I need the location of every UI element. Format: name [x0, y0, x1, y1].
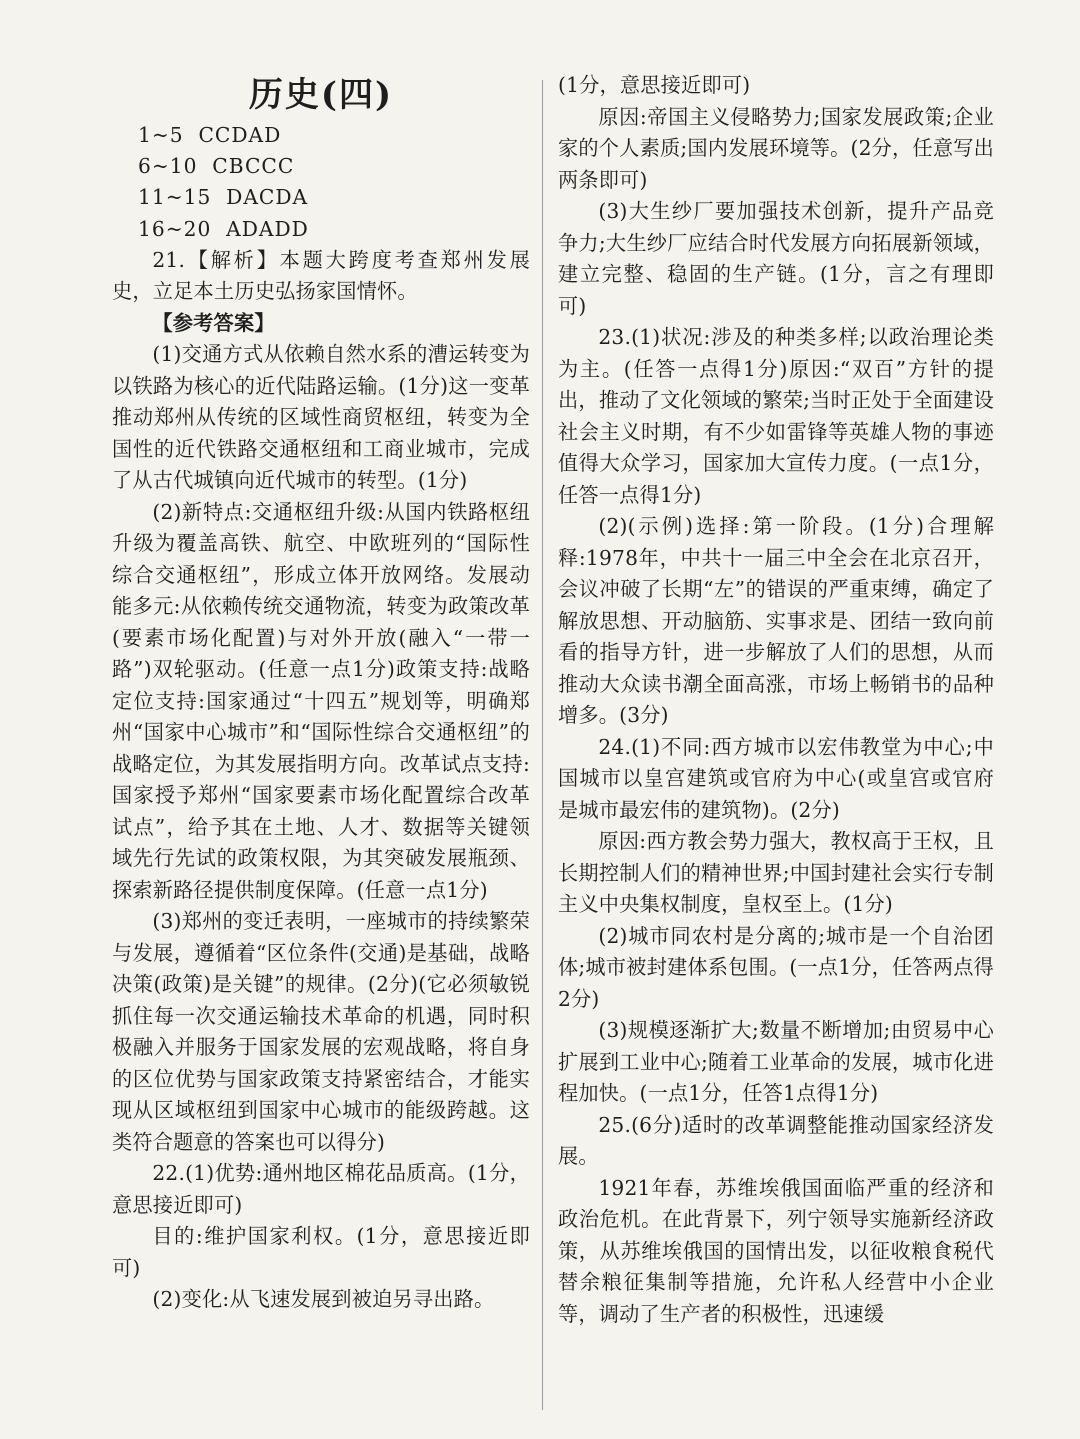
- left-column: [112, 72, 530, 1316]
- column-divider: [542, 80, 543, 1410]
- answer-key-row: 6~10 CBCCC: [138, 154, 295, 179]
- q22-part3: (3)大生纱厂要加强技术创新，提升产品竞争力;大生纱厂应结合时代发展方向拓展新领域，建立完整、稳固的生产链。(1分，言之有理即可): [558, 199, 994, 318]
- q24-part2: (2)城市同农村是分离的;城市是一个自治团体;城市被封建体系包围。(一点1分，任答两点得2分): [558, 923, 994, 1011]
- q22-purpose: 目的:维护国家利权。(1分，意思接近即可): [112, 1224, 530, 1280]
- answer-key-row: 11~15 DACDA: [138, 185, 309, 210]
- q25-thesis: 25.(6分)适时的改革调整能推动国家经济发展。: [558, 1112, 994, 1168]
- q21-analysis: 21.【解析】本题大跨度考查郑州发展史，立足本土历史弘扬家国情怀。: [112, 247, 530, 304]
- q23-part1: 23.(1)状况:涉及的种类多样;以政治理论类为主。(任答一点得1分)原因:“双百”方针的提出，推动了文化领域的繁荣;当时正处于全面建设社会主义时期，有不少如雷锋等英雄人物的事迹值得大众学习，国家加大宣传力度。(一点1分，任答一点得1分): [558, 325, 994, 507]
- q24-part3: (3)规模逐渐扩大;数量不断增加;由贸易中心扩展到工业中心;随着工业革命的发展，城市化进程加快。(一点1分，任答1点得1分): [558, 1018, 994, 1105]
- answer-key-row: 16~20 ADADD: [138, 216, 309, 241]
- reference-answer-heading: 【参考答案】: [152, 310, 275, 335]
- page-title: 历史(四): [248, 75, 394, 115]
- right-column: [558, 70, 994, 1330]
- q24-part1: 24.(1)不同:西方城市以宏伟教堂为中心;中国城市以皇宫建筑或官府为中心(或皇宫或官府是城市最宏伟的建筑物)。(2分): [558, 734, 994, 822]
- q23-part2: (2)(示例)选择:第一阶段。(1分)合理解释:1978年，中共十一届三中全会在北京召开，会议冲破了长期“左”的错误的严重束缚，确定了解放思想、开动脑筋、实事求是、团结一致向前看的指导方针，进一步解放了人们的思想，从而推动大众读书潮全面高涨，市场上畅销书的品种增多。(3分): [558, 514, 994, 727]
- q21-part3: (3)郑州的变迁表明，一座城市的持续繁荣与发展，遵循着“区位条件(交通)是基础，战略决策(政策)是关键”的规律。(2分)(它必须敏锐抓住每一次交通运输技术革命的机遇，同时积极融入并服务于国家发展的宏观战略，将自身的区位优势与国家政策支持紧密结合，才能实现从区域枢纽到国家中心城市的能级跨越。这类符合题意的答案也可以得分): [112, 909, 530, 1154]
- answer-key-row: 1~5 CCDAD: [138, 123, 282, 147]
- q25-body: 1921年春，苏维埃俄国面临严重的经济和政治危机。在此背景下，列宁领导实施新经济政策，从苏维埃俄国的国情出发，以征收粮食税代替余粮征集制等措施，允许私人经营中小企业等，调动了生产者的积极性，迅速缓: [558, 1175, 994, 1326]
- q21-part2: (2)新特点:交通枢纽升级:从国内铁路枢纽升级为覆盖高铁、航空、中欧班列的“国际性综合交通枢纽”，形成立体开放网络。发展动能多元:从依赖传统交通物流，转变为政策改革(要素市场化配置)与对外开放(融入“一带一路”)双轮驱动。(任意一点1分)政策支持:战略定位支持:国家通过“十四五”规划等，明确郑州“国家中心城市”和“国际性综合交通枢纽”的战略定位，为其发展指明方向。改革试点支持:国家授予郑州“国家要素市场化配置综合改革试点”，给予其在土地、人才、数据等关键领域先行先试的政策权限，为其突破发展瓶颈、探索新路径提供制度保障。(任意一点1分): [112, 499, 530, 902]
- answer-key-list: [112, 120, 530, 245]
- q21-part1: (1)交通方式从依赖自然水系的漕运转变为以铁路为核心的近代陆路运输。(1分)这一变革推动郑州从传统的区域性商贸枢纽，转变为全国性的近代铁路交通枢纽和工商业城市，完成了从古代城镇向近代城市的转型。(1分): [112, 342, 530, 493]
- q24-reason: 原因:西方教会势力强大，教权高于王权，且长期控制人们的精神世界;中国封建社会实行专制主义中央集权制度，皇权至上。(1分): [558, 829, 994, 916]
- q22-part2: (2)变化:从飞速发展到被迫另寻出路。: [152, 1287, 495, 1312]
- q22-part2-continued: (1分，意思接近即可): [558, 73, 751, 97]
- q22-reason: 原因:帝国主义侵略势力;国家发展政策;企业家的个人素质;国内发展环境等。(2分，任意写出两条即可): [558, 104, 994, 192]
- q22-part1: 22.(1)优势:通州地区棉花品质高。(1分，意思接近即可): [112, 1161, 530, 1217]
